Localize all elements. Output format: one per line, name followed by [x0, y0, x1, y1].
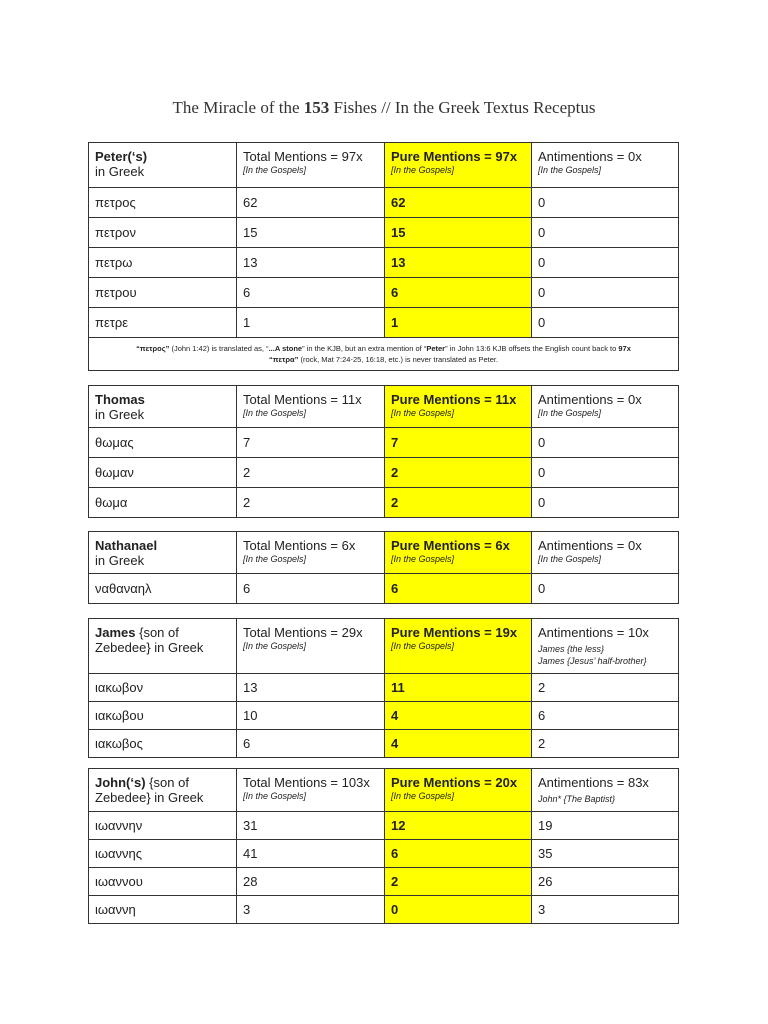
anti-count-cell: 6 — [532, 702, 679, 730]
total-count-cell: 2 — [237, 458, 385, 488]
anti-count-cell: 26 — [532, 868, 679, 896]
total-count-cell: 31 — [237, 812, 385, 840]
anti-header: Antimentions = 83x John* {The Baptist} — [532, 769, 679, 812]
name-header: Nathanael in Greek — [89, 532, 237, 574]
pure-header: Pure Mentions = 20x [In the Gospels] — [385, 769, 532, 812]
table-row — [89, 458, 679, 488]
pure-count-cell: 6 — [385, 840, 532, 868]
total-count-cell: 13 — [237, 674, 385, 702]
pure-header: Pure Mentions = 11x [In the Gospels] — [385, 386, 532, 428]
anti-header: Antimentions = 10x James {the less} James {Jesus’ half-brother} — [532, 619, 679, 674]
anti-header: Antimentions = 0x [In the Gospels] — [532, 386, 679, 428]
table-header-row — [89, 532, 679, 574]
anti-count-cell: 0 — [532, 308, 679, 338]
pure-count-cell: 1 — [385, 308, 532, 338]
total-count-cell: 28 — [237, 868, 385, 896]
table-row — [89, 488, 679, 518]
pure-count-cell: 4 — [385, 730, 532, 758]
pure-header: Pure Mentions = 6x [In the Gospels] — [385, 532, 532, 574]
total-count-cell: 10 — [237, 702, 385, 730]
table-row — [89, 428, 679, 458]
anti-count-cell: 0 — [532, 488, 679, 518]
pure-count-cell: 6 — [385, 574, 532, 604]
total-count-cell: 7 — [237, 428, 385, 458]
pure-count-cell: 4 — [385, 702, 532, 730]
anti-count-cell: 0 — [532, 278, 679, 308]
total-count-cell: 62 — [237, 188, 385, 218]
pure-count-cell: 6 — [385, 278, 532, 308]
greek-form-cell: ιωαννης — [89, 840, 237, 868]
greek-form-cell: πετρε — [89, 308, 237, 338]
pure-count-cell: 0 — [385, 896, 532, 924]
total-count-cell: 6 — [237, 730, 385, 758]
pure-count-cell: 11 — [385, 674, 532, 702]
greek-form-cell: πετρου — [89, 278, 237, 308]
greek-form-cell: πετρω — [89, 248, 237, 278]
pure-count-cell: 62 — [385, 188, 532, 218]
greek-form-cell: ιακωβος — [89, 730, 237, 758]
peter-table — [88, 142, 679, 371]
greek-form-cell: θωμας — [89, 428, 237, 458]
thomas-table — [88, 385, 679, 518]
table-row — [89, 702, 679, 730]
name-header: James {son of Zebedee} in Greek — [89, 619, 237, 674]
table-header-row — [89, 386, 679, 428]
translation-note: “πετρος” (John 1:42) is translated as, “...A stone” in the KJB, but an extra mention of “Peter” in John 13:6 KJB offsets the English count back to 97x “πετρα” (rock, Mat 7:24-25, 16:18, etc.) is never translated as Peter. — [89, 338, 679, 371]
pure-count-cell: 13 — [385, 248, 532, 278]
total-count-cell: 13 — [237, 248, 385, 278]
greek-form-cell: πετρον — [89, 218, 237, 248]
anti-header: Antimentions = 0x [In the Gospels] — [532, 532, 679, 574]
greek-form-cell: θωμα — [89, 488, 237, 518]
pure-count-cell: 15 — [385, 218, 532, 248]
total-header: Total Mentions = 97x [In the Gospels] — [237, 143, 385, 188]
total-count-cell: 6 — [237, 574, 385, 604]
john-table — [88, 768, 679, 924]
pure-header: Pure Mentions = 19x [In the Gospels] — [385, 619, 532, 674]
table-row — [89, 840, 679, 868]
anti-count-cell: 35 — [532, 840, 679, 868]
page-title: The Miracle of the 153 Fishes // In the Greek Textus Receptus — [172, 98, 596, 117]
pure-count-cell: 12 — [385, 812, 532, 840]
anti-count-cell: 19 — [532, 812, 679, 840]
pure-count-cell: 2 — [385, 488, 532, 518]
total-count-cell: 15 — [237, 218, 385, 248]
pure-header: Pure Mentions = 97x [In the Gospels] — [385, 143, 532, 188]
greek-form-cell: πετρος — [89, 188, 237, 218]
greek-form-cell: ιακωβον — [89, 674, 237, 702]
total-count-cell: 1 — [237, 308, 385, 338]
table-row — [89, 188, 679, 218]
table-row — [89, 218, 679, 248]
total-header: Total Mentions = 29x [In the Gospels] — [237, 619, 385, 674]
table-row — [89, 574, 679, 604]
total-count-cell: 2 — [237, 488, 385, 518]
greek-form-cell: θωμαν — [89, 458, 237, 488]
anti-count-cell: 0 — [532, 218, 679, 248]
anti-count-cell: 0 — [532, 188, 679, 218]
table-row — [89, 308, 679, 338]
anti-count-cell: 0 — [532, 574, 679, 604]
nathanael-table — [88, 531, 679, 604]
anti-count-cell: 2 — [532, 674, 679, 702]
anti-count-cell: 0 — [532, 458, 679, 488]
total-count-cell: 3 — [237, 896, 385, 924]
james-table — [88, 618, 679, 758]
anti-header: Antimentions = 0x [In the Gospels] — [532, 143, 679, 188]
name-header: John(‘s) {son of Zebedee} in Greek — [89, 769, 237, 812]
name-header: Peter(‘s) in Greek — [89, 143, 237, 188]
table-header-row — [89, 769, 679, 812]
greek-form-cell: ιακωβου — [89, 702, 237, 730]
pure-count-cell: 2 — [385, 458, 532, 488]
table-row — [89, 868, 679, 896]
greek-form-cell: ιωαννην — [89, 812, 237, 840]
anti-count-cell: 0 — [532, 248, 679, 278]
table-header-row — [89, 143, 679, 188]
total-header: Total Mentions = 11x [In the Gospels] — [237, 386, 385, 428]
total-count-cell: 41 — [237, 840, 385, 868]
table-row — [89, 730, 679, 758]
total-count-cell: 6 — [237, 278, 385, 308]
name-header: Thomas in Greek — [89, 386, 237, 428]
total-header: Total Mentions = 6x [In the Gospels] — [237, 532, 385, 574]
table-row — [89, 278, 679, 308]
total-header: Total Mentions = 103x [In the Gospels] — [237, 769, 385, 812]
anti-count-cell: 2 — [532, 730, 679, 758]
greek-form-cell: ναθαναηλ — [89, 574, 237, 604]
pure-count-cell: 2 — [385, 868, 532, 896]
greek-form-cell: ιωαννη — [89, 896, 237, 924]
table-row — [89, 896, 679, 924]
anti-count-cell: 3 — [532, 896, 679, 924]
table-row — [89, 674, 679, 702]
pure-count-cell: 7 — [385, 428, 532, 458]
table-row — [89, 248, 679, 278]
anti-count-cell: 0 — [532, 428, 679, 458]
greek-form-cell: ιωαννου — [89, 868, 237, 896]
table-note-row — [89, 338, 679, 371]
table-header-row — [89, 619, 679, 674]
table-row — [89, 812, 679, 840]
